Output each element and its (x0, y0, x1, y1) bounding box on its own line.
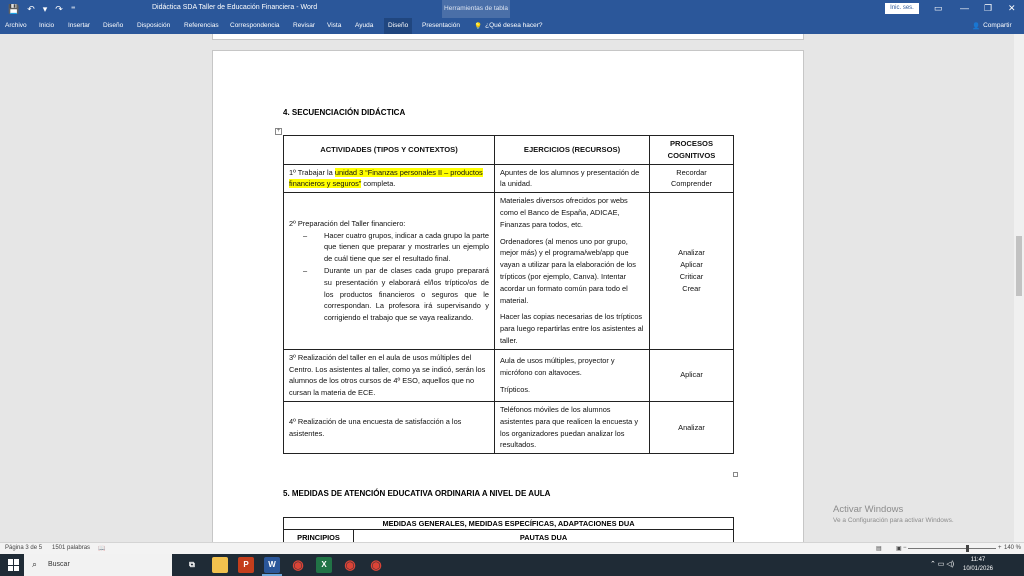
process-item: Comprender (670, 179, 713, 189)
page-count[interactable]: Página 3 de 5 (5, 545, 43, 551)
clock-date: 10/01/2026 (962, 566, 994, 572)
dua-measures-table[interactable] (283, 517, 734, 542)
process-item: Aplicar (680, 370, 703, 380)
vertical-scrollbar[interactable] (1014, 34, 1024, 542)
activity-bullet-list (303, 230, 489, 324)
tell-me-box[interactable] (474, 22, 543, 30)
windows-taskbar (0, 554, 1024, 576)
column-header-processes[interactable]: PROCESOS COGNITIVOS (650, 136, 734, 165)
table-row (284, 401, 734, 453)
dua-column-principios[interactable]: PRINCIPIOS (284, 530, 354, 543)
share-label: Compartir (983, 22, 1012, 29)
share-button[interactable] (972, 22, 1012, 30)
dua-table-title[interactable]: MEDIDAS GENERALES, MEDIDAS ESPECÍFICAS, ADAPTACIONES DUA (284, 518, 734, 530)
minimize-button[interactable]: — (960, 3, 969, 13)
activity-cell[interactable] (284, 164, 495, 193)
sign-in-button[interactable]: Inic. ses. (885, 3, 919, 14)
processes-cell[interactable] (650, 164, 734, 193)
restore-button[interactable]: ❐ (984, 3, 993, 13)
table-move-handle[interactable]: + (276, 128, 281, 134)
resources-cell[interactable] (495, 164, 650, 193)
tab-revisar[interactable]: Revisar (293, 22, 316, 29)
tab-insertar[interactable]: Insertar (68, 22, 91, 29)
resource-text: Apuntes de los alumnos y presentación de la unidad. (500, 167, 640, 189)
undo-menu-icon[interactable]: ▾ (42, 4, 48, 14)
close-button[interactable]: ✕ (1008, 3, 1016, 13)
word-icon[interactable]: W (264, 557, 280, 573)
tab-referencias[interactable]: Referencias (184, 22, 219, 29)
save-icon[interactable]: 💾 (8, 4, 20, 14)
read-mode-icon[interactable]: ▤ (876, 546, 882, 552)
list-item: – Hacer cuatro grupos, indicar a cada grupo la parte que tienen que preparar y mostrarles un ejemplo de cuál tiene que ser el resultado final. (303, 230, 489, 265)
taskbar-clock[interactable] (962, 556, 994, 574)
activity-text: completa. (361, 179, 396, 189)
process-item: Recordar (676, 167, 707, 177)
file-explorer-icon[interactable]: ▬ (212, 557, 228, 573)
tab-table-layout[interactable]: Presentación (422, 22, 460, 29)
watermark-title: Activar Windows (833, 504, 904, 515)
zoom-slider[interactable] (908, 548, 996, 549)
search-placeholder: Buscar (48, 561, 70, 568)
tab-vista[interactable]: Vista (327, 22, 342, 29)
resource-text: Ordenadores (al menos uno por grupo, mejor más) y el programa/web/app que vayan a utilizar para la elaboración de los trípticos (por ejemplo, Canva). Intentar acordar un formato común para todo el material. (500, 236, 636, 305)
lightbulb-icon: 💡 (474, 23, 483, 30)
processes-cell[interactable] (650, 349, 734, 401)
tab-diseno[interactable]: Diseño (103, 22, 124, 29)
zoom-in-button[interactable]: + (998, 545, 1002, 551)
table-row (284, 164, 734, 193)
search-icon: ⌕ (32, 559, 38, 569)
chrome-icon[interactable]: ◉ (344, 557, 356, 572)
zoom-out-button[interactable]: − (903, 545, 907, 551)
process-item: Analizar (678, 422, 705, 432)
ribbon-tabs (0, 18, 1024, 34)
task-view-icon[interactable]: ⧉ (189, 560, 195, 569)
table-row (284, 518, 734, 530)
activate-windows-watermark (833, 504, 954, 524)
process-item: Analizar (678, 248, 705, 258)
scrollbar-thumb[interactable] (1016, 236, 1022, 296)
resource-text: Aula de usos múltiples, proyector y micrófono con altavoces. (500, 356, 615, 377)
table-row (284, 349, 734, 401)
document-canvas[interactable] (0, 34, 1014, 542)
process-item: Criticar (679, 271, 704, 281)
resource-text: Trípticos. (500, 384, 531, 394)
zoom-slider-thumb[interactable] (966, 545, 969, 552)
tab-archivo[interactable]: Archivo (5, 22, 27, 29)
processes-cell[interactable] (650, 193, 734, 350)
chrome-icon[interactable]: ◉ (292, 557, 304, 572)
table-tools-context-label: Herramientas de tabla (442, 0, 510, 18)
resources-cell[interactable] (495, 401, 650, 453)
zoom-level[interactable]: 140 % (1004, 545, 1022, 551)
activity-cell[interactable] (284, 193, 495, 350)
tell-me-label: ¿Qué desea hacer? (485, 22, 543, 29)
section-5-heading: 5. MEDIDAS DE ATENCIÓN EDUCATIVA ORDINARIA A NIVEL DE AULA (283, 489, 551, 498)
redo-icon[interactable]: ↷ (55, 4, 63, 14)
undo-icon[interactable]: ↶ (27, 4, 35, 14)
table-resize-handle[interactable] (733, 472, 738, 477)
list-item: – Durante un par de clases cada grupo preparará su presentación y elaborará el/los tríptico/os de los productos financieros o seguros que le correspondan. La profesora irá supervisando y corrigiendo el trabajo que se vaya realizando. (303, 265, 489, 324)
print-layout-icon[interactable]: ▣ (896, 546, 902, 552)
watermark-subtitle: Ve a Configuración para activar Windows. (833, 517, 954, 524)
tab-correspondencia[interactable]: Correspondencia (230, 22, 280, 29)
processes-cell[interactable] (650, 401, 734, 453)
windows-start-icon[interactable] (8, 559, 20, 571)
window-title: Didáctica SDA Taller de Educación Financiera - Word (152, 4, 318, 11)
process-item: Aplicar (680, 260, 703, 270)
column-header-activities[interactable]: ACTIVIDADES (TIPOS Y CONTEXTOS) (284, 136, 495, 165)
table-row (284, 530, 734, 543)
activity-intro: 2º Preparación del Taller financiero: (289, 218, 406, 228)
resource-text: Materiales diversos ofrecidos por webs como el Banco de España, ADICAE, Finanzas para todos, etc. (500, 196, 628, 229)
word-count[interactable]: 1501 palabras (52, 545, 91, 551)
resources-cell[interactable] (495, 349, 650, 401)
table-row (284, 193, 734, 350)
clock-time: 11:47 (970, 557, 986, 563)
activity-cell[interactable]: 4º Realización de una encuesta de satisfacción a los asistentes. (284, 401, 495, 453)
document-page[interactable] (212, 50, 804, 542)
ribbon-display-options-icon[interactable]: ▭ (934, 3, 943, 13)
taskbar-search-box[interactable] (24, 554, 172, 576)
tab-disposicion[interactable]: Disposición (137, 22, 171, 29)
status-bar (0, 542, 1024, 554)
quick-access-toolbar (8, 3, 76, 15)
tab-inicio[interactable]: Inicio (39, 22, 55, 29)
resource-text: Teléfonos móviles de los alumnos asistentes para que realicen la encuesta y los organizadores puedan analizar los resultados. (500, 404, 639, 450)
activity-cell[interactable]: 3º Realización del taller en el aula de usos múltiples del Centro. Los asistentes al taller, como ya se indicó, serán los alumnos de los otros cursos de 4º ESO, aquellos que no cursan la materia de ECE. (284, 349, 495, 401)
title-bar (0, 0, 1024, 18)
section-4-heading: 4. SECUENCIACIÓN DIDÁCTICA (283, 108, 406, 117)
didactic-sequence-table[interactable] (283, 135, 734, 454)
chrome-icon[interactable]: ◉ (370, 557, 382, 572)
table-header-row (284, 136, 734, 165)
activity-text: 1º Trabajar la (289, 167, 335, 177)
powerpoint-icon[interactable]: P (238, 557, 254, 573)
process-item: Crear (682, 283, 701, 293)
proofing-icon[interactable]: 📖 (98, 546, 106, 552)
resources-cell[interactable] (495, 193, 650, 350)
resource-text: Hacer las copias necesarias de los trípticos para luego repartirlas entre los asistentes al taller. (500, 312, 644, 345)
highlighted-text: unidad 3 “Finanzas personales II – productos financieros y seguros” (289, 167, 483, 189)
tab-table-design[interactable]: Diseño (384, 18, 412, 34)
dua-column-pautas[interactable]: PAUTAS DUA (354, 530, 734, 543)
system-tray[interactable]: ⌃ ▭ ◁) (930, 561, 955, 568)
excel-icon[interactable]: X (316, 557, 332, 573)
person-icon: 👤 (972, 23, 981, 30)
customize-qat-icon[interactable]: ⁼ (70, 4, 76, 14)
tab-ayuda[interactable]: Ayuda (355, 22, 374, 29)
previous-page-bottom (212, 34, 804, 40)
column-header-exercises[interactable]: EJERCICIOS (RECURSOS) (495, 136, 650, 165)
